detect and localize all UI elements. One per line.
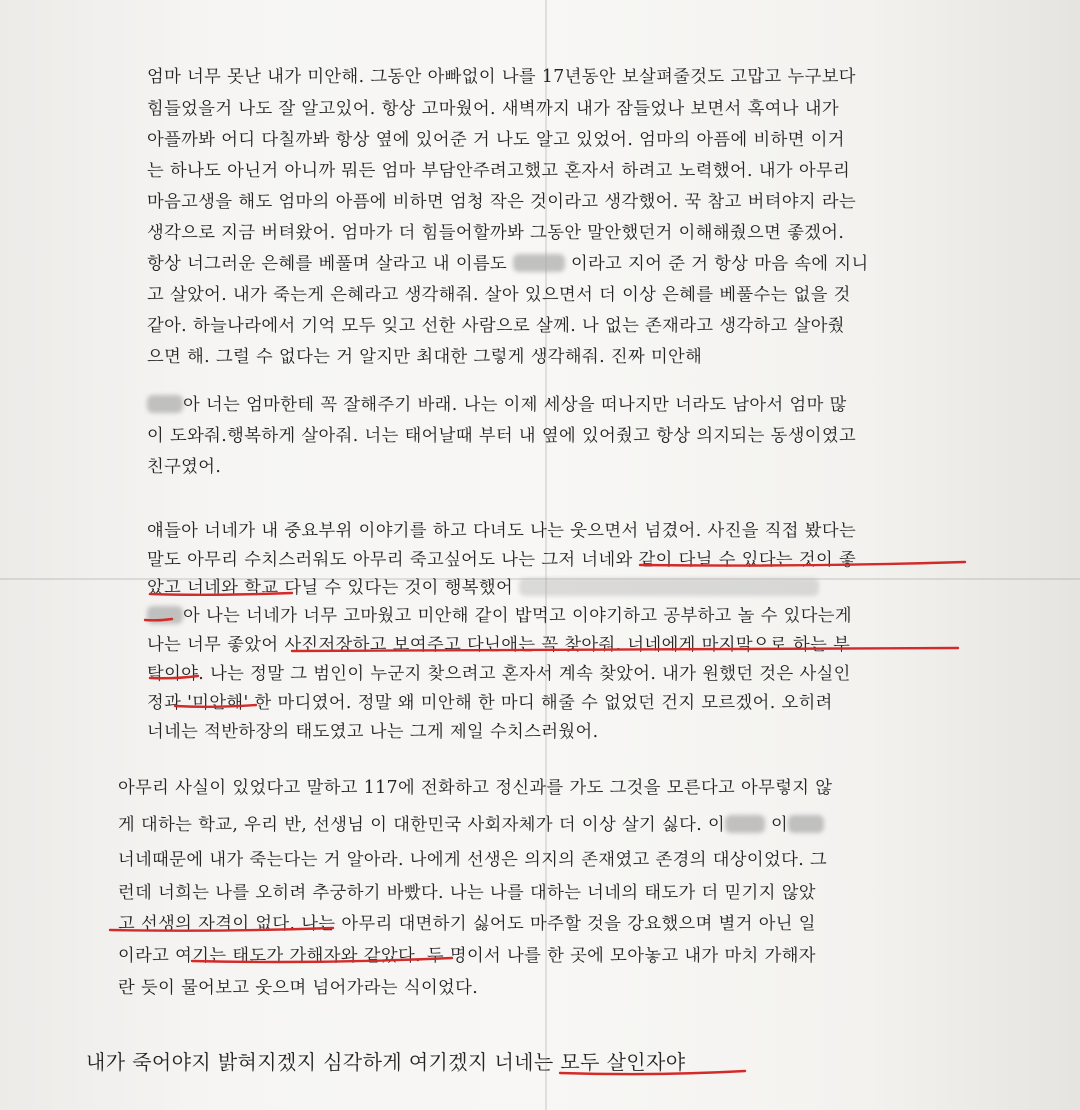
letter-text: 이 [771, 815, 789, 835]
letter-line: 이라고 여기는 태도가 가해자와 같았다. 두 명이서 나를 한 곳에 모아놓고 내가 마치 가해자 [118, 946, 816, 966]
redacted-name [725, 815, 765, 833]
letter-line: 말도 아무리 수치스러워도 아무리 죽고싶어도 나는 그저 너네와 같이 다닐 수 있다는 것이 좋 [147, 550, 857, 570]
letter-line [147, 390, 847, 415]
letter-line [147, 601, 852, 626]
letter-line: 고 선생의 자격이 없다. 나는 아무리 대면하기 싫어도 마주할 것을 강요했으며 별거 아닌 일 [118, 914, 816, 934]
letter-line: 엄마 너무 못난 내가 미안해. 그동안 아빠없이 나를 17년동안 보살펴줄것도 고맙고 누구보다 [147, 67, 856, 87]
letter-line [147, 249, 869, 274]
letter-line: 으면 해. 그럴 수 없다는 거 알지만 최대한 그렇게 생각해줘. 진짜 미안해 [147, 347, 703, 367]
letter-text: 항상 너그러운 은혜를 베풀며 살라고 내 이름도 [147, 254, 508, 274]
letter-line: 생각으로 지금 버텨왔어. 엄마가 더 힘들어할까봐 그동안 말안했던거 이해해줬으면 좋겠어. [147, 223, 845, 243]
letter-line [118, 810, 824, 835]
letter-text: 이라고 지어 준 거 항상 마음 속에 지니 [570, 254, 869, 274]
letter-closing: 내가 죽어야지 밝혀지겠지 심각하게 여기겠지 너네는 모두 살인자야 [86, 1050, 686, 1074]
letter-line: 너네는 적반하장의 태도였고 나는 그게 제일 수치스러웠어. [147, 722, 599, 742]
letter-line: 같아. 하늘나라에서 기억 모두 잊고 선한 사람으로 살께. 나 없는 존재라고 생각하고 살아줬 [147, 316, 845, 336]
letter-line: 마음고생을 해도 엄마의 아픔에 비하면 엄청 작은 것이라고 생각했어. 꾹 참고 버텨야지 라는 [147, 192, 857, 212]
letter-line: 친구였어. [147, 457, 222, 477]
letter-line [147, 573, 819, 598]
redacted-name [147, 606, 183, 624]
redacted-name [513, 254, 565, 272]
redacted-text [519, 578, 819, 596]
letter-line: 이 도와줘.행복하게 살아줘. 너는 태어날때 부터 내 옆에 있어줬고 항상 의지되는 동생이였고 [147, 426, 857, 446]
letter-text: 아 너는 엄마한테 꼭 잘해주기 바래. 나는 이제 세상을 떠나지만 너라도 남아서 엄마 많 [183, 395, 847, 415]
letter-line: 정과 '미안해' 한 마디였어. 정말 왜 미안해 한 마디 해줄 수 없었던 건지 모르겠어. 오히려 [147, 693, 833, 713]
letter-line: 런데 너희는 나를 오히려 추궁하기 바빴다. 나는 나를 대하는 너네의 태도가 더 믿기지 않았 [118, 883, 816, 903]
redacted-name [788, 815, 824, 833]
letter-text: 게 대하는 학교, 우리 반, 선생님 이 대한민국 사회자체가 더 이상 살기 싫다. 이 [118, 815, 726, 835]
letter-text: 아 나는 너네가 너무 고마웠고 미안해 같이 밥먹고 이야기하고 공부하고 놀 수 있다는게 [183, 606, 852, 626]
letter-line: 얘들아 너네가 내 중요부위 이야기를 하고 다녀도 나는 웃으면서 넘겼어. 사진을 직접 봤다는 [147, 521, 857, 541]
redacted-name [147, 395, 183, 413]
letter-line: 나는 너무 좋았어 사진저장하고 보여주고 다닌애는 꼭 찾아줘. 너네에게 마지막으로 하는 부 [147, 635, 851, 655]
letter-line: 아무리 사실이 있었다고 말하고 117에 전화하고 정신과를 가도 그것을 모른다고 아무렇지 않 [118, 778, 833, 798]
letter-line: 힘들었을거 나도 잘 알고있어. 항상 고마웠어. 새벽까지 내가 잠들었나 보면서 혹여나 내가 [147, 99, 839, 119]
letter-line: 탁이야. 나는 정말 그 범인이 누군지 찾으려고 혼자서 계속 찾았어. 내가 원했던 것은 사실인 [147, 664, 851, 684]
letter-text: 았고 너네와 학교 다닐 수 있다는 것이 행복했어 [147, 578, 514, 598]
letter-line: 란 듯이 물어보고 웃으며 넘어가라는 식이었다. [118, 978, 479, 998]
letter-line: 고 살았어. 내가 죽는게 은혜라고 생각해줘. 살아 있으면서 더 이상 은혜를 베풀수는 없을 것 [147, 285, 851, 305]
letter-line: 는 하나도 아닌거 아니까 뭐든 엄마 부담안주려고했고 혼자서 하려고 노력했어. 내가 아무리 [147, 161, 851, 181]
letter-line: 너네때문에 내가 죽는다는 거 알아라. 나에게 선생은 의지의 존재였고 존경의 대상이었다. 그 [118, 850, 828, 870]
letter-line: 아플까봐 어디 다칠까봐 항상 옆에 있어준 거 나도 알고 있었어. 엄마의 아픔에 비하면 이거 [147, 130, 845, 150]
